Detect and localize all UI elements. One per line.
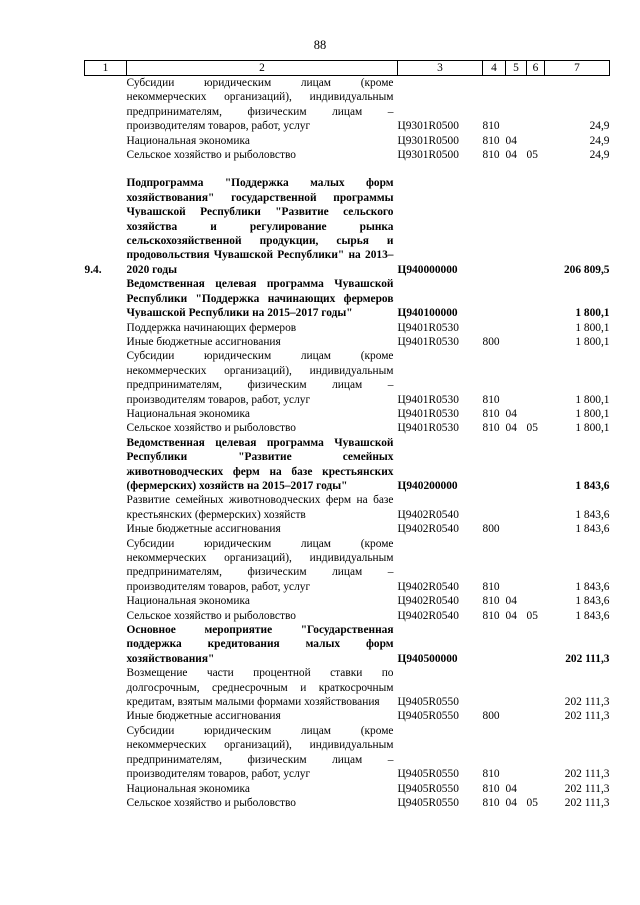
row-number	[85, 134, 127, 148]
row-name: Национальная экономика	[126, 407, 250, 420]
table-row	[85, 666, 610, 709]
target-code: Ц9401R0530	[397, 393, 459, 406]
table-row	[85, 724, 610, 782]
row-name: Сельское хозяйство и рыболовство	[126, 609, 296, 622]
row-name: Иные бюджетные ассигнования	[126, 335, 281, 348]
table-row	[85, 176, 610, 277]
expense-type-code	[483, 277, 506, 320]
row-number	[85, 148, 127, 162]
section-code	[506, 666, 527, 709]
section-code	[506, 76, 527, 134]
target-code: Ц940500000	[397, 652, 458, 665]
amount-value: 202 111,3	[564, 710, 610, 723]
row-name: Иные бюджетные ассигнования	[126, 523, 281, 536]
expense-type-code: 810	[482, 120, 500, 133]
row-name: Субсидии юридическим лицам (кроме некоммерческих организаций), индивидуальным предпринимателям, физическим лицам – производителям товаров, работ, услуг	[126, 77, 394, 133]
target-code: Ц9401R0530	[397, 407, 459, 420]
row-name: Сельское хозяйство и рыболовство	[126, 149, 296, 162]
target-code: Ц9402R0540	[397, 523, 459, 536]
section-code: 04	[505, 407, 517, 420]
subsection-code	[527, 709, 545, 723]
table-row	[85, 623, 610, 666]
expense-type-code	[483, 436, 506, 494]
expense-type-code: 810	[482, 422, 500, 435]
section-code	[506, 623, 527, 666]
amount-value: 202 111,3	[564, 782, 610, 795]
subsection-code: 05	[526, 422, 538, 435]
column-header: 3	[398, 61, 483, 76]
row-number	[85, 407, 127, 421]
expense-type-code	[483, 493, 506, 522]
section-code	[506, 321, 527, 335]
subsection-code	[527, 623, 545, 666]
section-code: 04	[505, 422, 517, 435]
target-code: Ц9402R0540	[397, 580, 459, 593]
target-code: Ц9405R0550	[397, 696, 459, 709]
row-name: Национальная экономика	[126, 134, 250, 147]
amount-value: 206 809,5	[563, 263, 610, 276]
subsection-code	[527, 594, 545, 608]
section-code	[506, 349, 527, 407]
table-row	[85, 493, 610, 522]
subsection-code: 05	[526, 609, 538, 622]
row-name: Основное мероприятие "Государственная поддержка кредитования малых форм хозяйствования"	[126, 624, 394, 665]
section-code: 04	[505, 609, 517, 622]
target-code: Ц9402R0540	[397, 595, 459, 608]
amount-value: 1 843,6	[575, 479, 610, 492]
subsection-code	[527, 493, 545, 522]
target-code: Ц9405R0550	[397, 768, 459, 781]
section-code	[506, 277, 527, 320]
target-code: Ц9405R0550	[397, 782, 459, 795]
section-code: 04	[505, 595, 517, 608]
expense-type-code: 810	[482, 768, 500, 781]
amount-value: 1 843,6	[575, 595, 610, 608]
section-code	[506, 709, 527, 723]
row-number	[85, 594, 127, 608]
table-row	[85, 594, 610, 608]
subsection-code: 05	[526, 796, 538, 809]
subsection-code	[527, 349, 545, 407]
row-number	[85, 782, 127, 796]
table-row	[85, 148, 610, 162]
row-number	[85, 623, 127, 666]
subsection-code	[527, 666, 545, 709]
row-number	[85, 537, 127, 595]
expense-type-code: 810	[482, 407, 500, 420]
target-code: Ц940000000	[397, 263, 458, 276]
amount-value: 202 111,3	[565, 652, 610, 665]
amount-value: 1 800,1	[575, 393, 610, 406]
section-code: 04	[505, 149, 517, 162]
column-header: 2	[127, 61, 398, 76]
column-header: 6	[527, 61, 545, 76]
table-row	[85, 277, 610, 320]
subsection-code	[527, 277, 545, 320]
expense-type-code: 810	[482, 393, 500, 406]
target-code: Ц9401R0530	[397, 335, 459, 348]
expense-type-code	[483, 176, 506, 277]
subsection-code	[527, 76, 545, 134]
table-row	[85, 796, 610, 810]
expense-type-code: 810	[482, 580, 500, 593]
row-name: Развитие семейных животноводческих ферм на базе крестьянских (фермерских) хозяйств	[126, 494, 394, 521]
table-row	[85, 537, 610, 595]
row-name: Поддержка начинающих фермеров	[126, 321, 297, 334]
row-number	[85, 335, 127, 349]
subsection-code	[527, 134, 545, 148]
expense-type-code	[483, 321, 506, 335]
target-code: Ц9405R0550	[397, 710, 459, 723]
amount-value: 1 843,6	[575, 609, 610, 622]
table-row	[85, 76, 610, 134]
row-number	[85, 609, 127, 623]
row-number	[85, 321, 127, 335]
row-name: Ведомственная целевая программа Чувашской Республики "Поддержка начинающих фермеров Чувашской Республики на 2015–2017 годы"	[126, 278, 394, 320]
amount-value: 202 111,3	[564, 796, 610, 809]
target-code: Ц9301R0500	[397, 149, 459, 162]
expense-type-code	[483, 623, 506, 666]
amount-value: 202 111,3	[564, 696, 610, 709]
row-number	[85, 493, 127, 522]
table-row	[85, 349, 610, 407]
section-code	[506, 522, 527, 536]
amount-value: 1 843,6	[575, 580, 610, 593]
subsection-code: 05	[526, 149, 538, 162]
row-number	[85, 421, 127, 435]
amount-value: 1 843,6	[575, 523, 610, 536]
expense-type-code: 810	[482, 782, 500, 795]
amount-value: 24,9	[589, 134, 610, 147]
expense-type-code: 800	[482, 710, 500, 723]
expense-type-code	[483, 666, 506, 709]
table-row	[85, 522, 610, 536]
target-code: Ц9301R0500	[397, 134, 459, 147]
section-code	[506, 176, 527, 277]
table-row	[85, 134, 610, 148]
subsection-code	[527, 335, 545, 349]
subsection-code	[527, 522, 545, 536]
table-header-row	[85, 61, 610, 76]
subsection-code	[527, 321, 545, 335]
expense-type-code: 810	[482, 796, 500, 809]
row-number: 9.4.	[84, 263, 102, 276]
row-name: Субсидии юридическим лицам (кроме некоммерческих организаций), индивидуальным предпринимателям, физическим лицам – производителям товаров, работ, услуг	[126, 350, 394, 406]
amount-value: 1 800,1	[575, 335, 610, 348]
row-name: Подпрограмма "Поддержка малых форм хозяйствования" государственной программы Чувашской Республики "Развитие сельского хозяйства и регулирование рынка сельскохозяйственной продукции, сырья и продовольствия Чувашской Республики" на 2013–2020 годы	[126, 177, 394, 276]
expense-type-code: 810	[482, 134, 500, 147]
row-number	[85, 796, 127, 810]
subsection-code	[527, 782, 545, 796]
subsection-code	[527, 407, 545, 421]
row-name: Возмещение части процентной ставки по долгосрочным, среднесрочным и краткосрочным кредитам, взятым малыми формами хозяйствования	[126, 667, 394, 709]
target-code: Ц9402R0540	[397, 508, 459, 521]
section-code	[506, 724, 527, 782]
table-row	[85, 609, 610, 623]
row-number	[85, 709, 127, 723]
row-number	[85, 436, 127, 494]
row-number	[85, 724, 127, 782]
subsection-code	[527, 436, 545, 494]
section-code	[506, 436, 527, 494]
budget-table	[84, 60, 610, 810]
row-name: Субсидии юридическим лицам (кроме некоммерческих организаций), индивидуальным предпринимателям, физическим лицам – производителям товаров, работ, услуг	[126, 724, 394, 781]
row-number	[85, 522, 127, 536]
expense-type-code: 810	[482, 595, 500, 608]
section-code: 04	[505, 134, 517, 147]
column-header: 5	[506, 61, 527, 76]
column-header: 7	[545, 61, 610, 76]
section-code: 04	[505, 796, 517, 809]
subsection-code	[527, 537, 545, 595]
table-row	[85, 407, 610, 421]
row-name: Сельское хозяйство и рыболовство	[126, 796, 296, 809]
row-name: Иные бюджетные ассигнования	[126, 710, 281, 723]
section-code	[506, 493, 527, 522]
target-code: Ц9402R0540	[397, 609, 459, 622]
amount-value: 1 800,1	[575, 307, 610, 320]
table-row	[85, 321, 610, 335]
column-header: 1	[85, 61, 127, 76]
subsection-code	[527, 724, 545, 782]
amount-value: 24,9	[589, 120, 610, 133]
spacer-cell	[85, 162, 610, 176]
row-number	[85, 666, 127, 709]
target-code: Ц9401R0530	[397, 321, 459, 334]
target-code: Ц9301R0500	[397, 120, 459, 133]
amount-value: 1 843,6	[575, 508, 610, 521]
target-code: Ц940200000	[397, 479, 458, 492]
table-row	[85, 436, 610, 494]
row-name: Ведомственная целевая программа Чувашской Республики "Развитие семейных животноводческих ферм на базе крестьянских (фермерских) хозяйств на 2015–2017 годы"	[126, 436, 394, 492]
row-number	[85, 277, 127, 320]
expense-type-code: 810	[482, 149, 500, 162]
page-number: 88	[313, 38, 327, 52]
table-row	[85, 335, 610, 349]
expense-type-code: 810	[482, 609, 500, 622]
subsection-code	[527, 176, 545, 277]
budget-table-body	[85, 61, 610, 811]
expense-type-code: 800	[482, 523, 500, 536]
section-code	[506, 537, 527, 595]
section-code	[506, 335, 527, 349]
table-row	[85, 421, 610, 435]
row-name: Сельское хозяйство и рыболовство	[126, 422, 296, 435]
target-code: Ц940100000	[397, 307, 458, 320]
expense-type-code: 800	[482, 335, 500, 348]
section-spacer	[85, 162, 610, 176]
table-row	[85, 782, 610, 796]
amount-value: 1 800,1	[575, 422, 610, 435]
amount-value: 202 111,3	[564, 768, 610, 781]
amount-value: 1 800,1	[575, 407, 610, 420]
amount-value: 1 800,1	[575, 321, 610, 334]
row-number	[85, 76, 127, 134]
target-code: Ц9405R0550	[397, 796, 459, 809]
target-code: Ц9401R0530	[397, 422, 459, 435]
row-name: Национальная экономика	[126, 782, 250, 795]
section-code: 04	[505, 782, 517, 795]
table-row	[85, 709, 610, 723]
row-name: Субсидии юридическим лицам (кроме некоммерческих организаций), индивидуальным предпринимателям, физическим лицам – производителям товаров, работ, услуг	[126, 537, 394, 593]
row-number	[85, 349, 127, 407]
amount-value: 24,9	[589, 149, 610, 162]
column-header: 4	[483, 61, 506, 76]
row-name: Национальная экономика	[126, 595, 250, 608]
